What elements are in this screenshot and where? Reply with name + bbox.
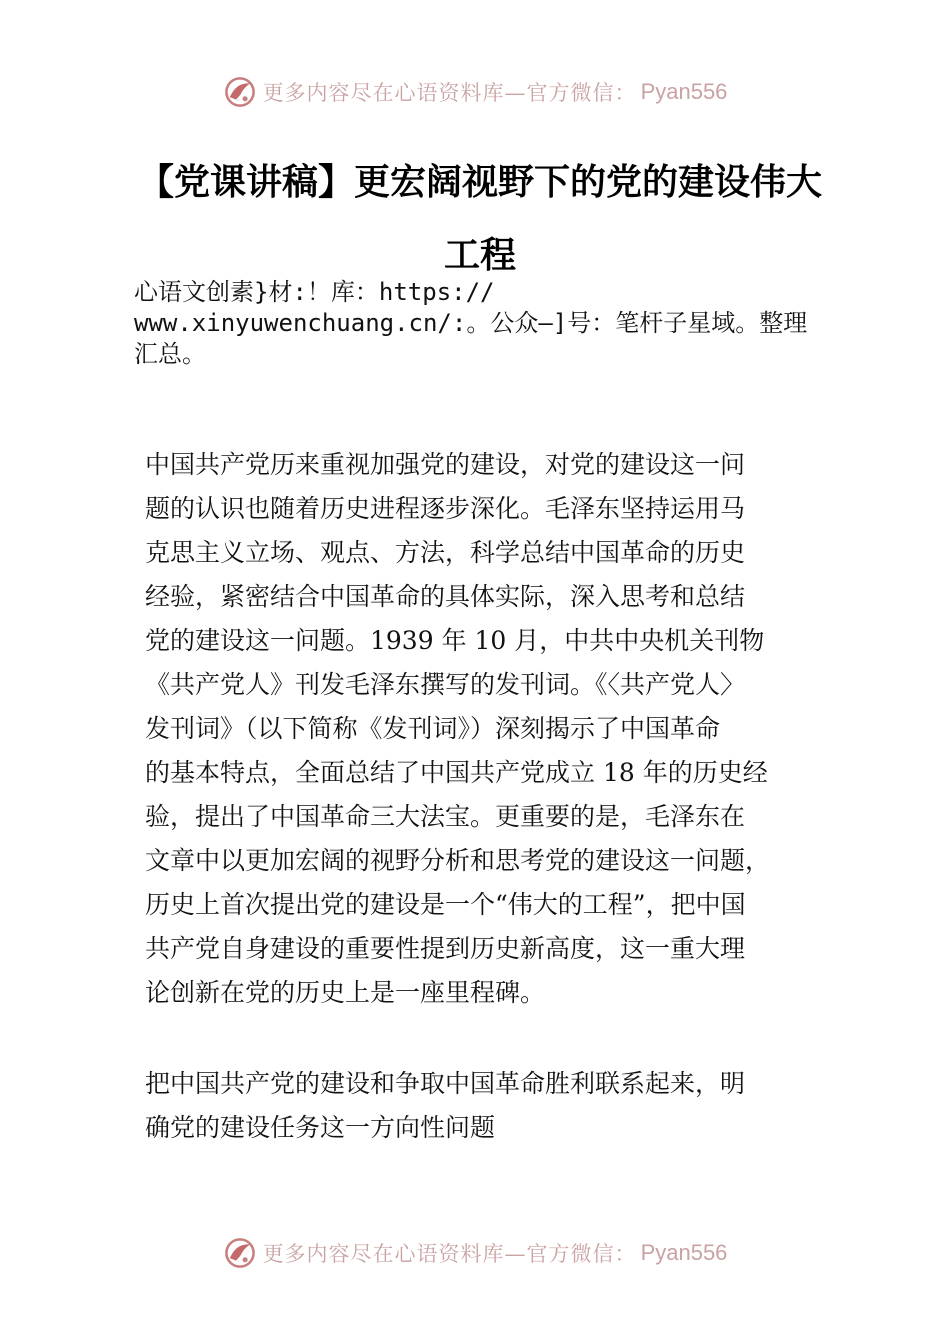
source-note-line: 心语文创素}材:！库：https://: [134, 278, 495, 306]
paragraph-line: 的基本特点，全面总结了中国共产党成立 18 年的历史经: [145, 758, 768, 787]
paragraph-line: 《共产党人》刊发毛泽东撰写的发刊词。《〈共产党人〉: [145, 670, 746, 699]
document-title-line-1: 【党课讲稿】更宏阔视野下的党的建设伟大: [137, 162, 822, 203]
header-watermark: [0, 72, 950, 112]
paragraph-line: 发刊词》（以下简称《发刊词》）深刻揭示了中国革命: [145, 714, 721, 743]
document-title-line-2: 工程: [443, 235, 516, 276]
paragraph-line: 中国共产党历来重视加强党的建设，对党的建设这一问: [145, 450, 746, 479]
logo-icon: [223, 1236, 257, 1270]
paragraph-line: 题的认识也随着历史进程逐步深化。毛泽东坚持运用马: [145, 494, 746, 523]
source-note-line: 汇总。: [134, 340, 206, 368]
body-paragraph-2: [145, 1062, 825, 1150]
watermark-text: 更多内容尽在心语资料库—官方微信：: [262, 81, 637, 105]
watermark-text: 更多内容尽在心语资料库—官方微信：: [262, 1242, 637, 1266]
paragraph-line: 共产党自身建设的重要性提到历史新高度，这一重大理: [145, 934, 746, 963]
paragraph-line: 历史上首次提出党的建设是一个“伟大的工程”，把中国: [145, 890, 746, 919]
paragraph-line: 克思主义立场、观点、方法，科学总结中国革命的历史: [145, 538, 746, 567]
paragraph-line: 经验，紧密结合中国革命的具体实际，深入思考和总结: [145, 582, 746, 611]
source-note-line: www.xinyuwenchuang.cn/:。公众—]号：笔杆子星域。整理: [134, 309, 808, 337]
watermark-wechat-id: Pyan556: [640, 1240, 728, 1265]
paragraph-line: 论创新在党的历史上是一座里程碑。: [145, 978, 546, 1007]
source-note: [134, 277, 854, 370]
paragraph-line: 党的建设这一问题。1939 年 10 月，中共中央机关刊物: [145, 626, 765, 655]
paragraph-line: 验，提出了中国革命三大法宝。更重要的是，毛泽东在: [145, 802, 746, 831]
logo-icon: [223, 75, 257, 109]
paragraph-line: 把中国共产党的建设和争取中国革命胜利联系起来，明: [145, 1069, 746, 1098]
body-paragraph-1: [145, 443, 825, 1015]
footer-watermark: [0, 1233, 950, 1273]
paragraph-line: 文章中以更加宏阔的视野分析和思考党的建设这一问题，: [145, 846, 771, 875]
paragraph-line: 确党的建设任务这一方向性问题: [145, 1113, 496, 1142]
watermark-wechat-id: Pyan556: [640, 79, 728, 104]
